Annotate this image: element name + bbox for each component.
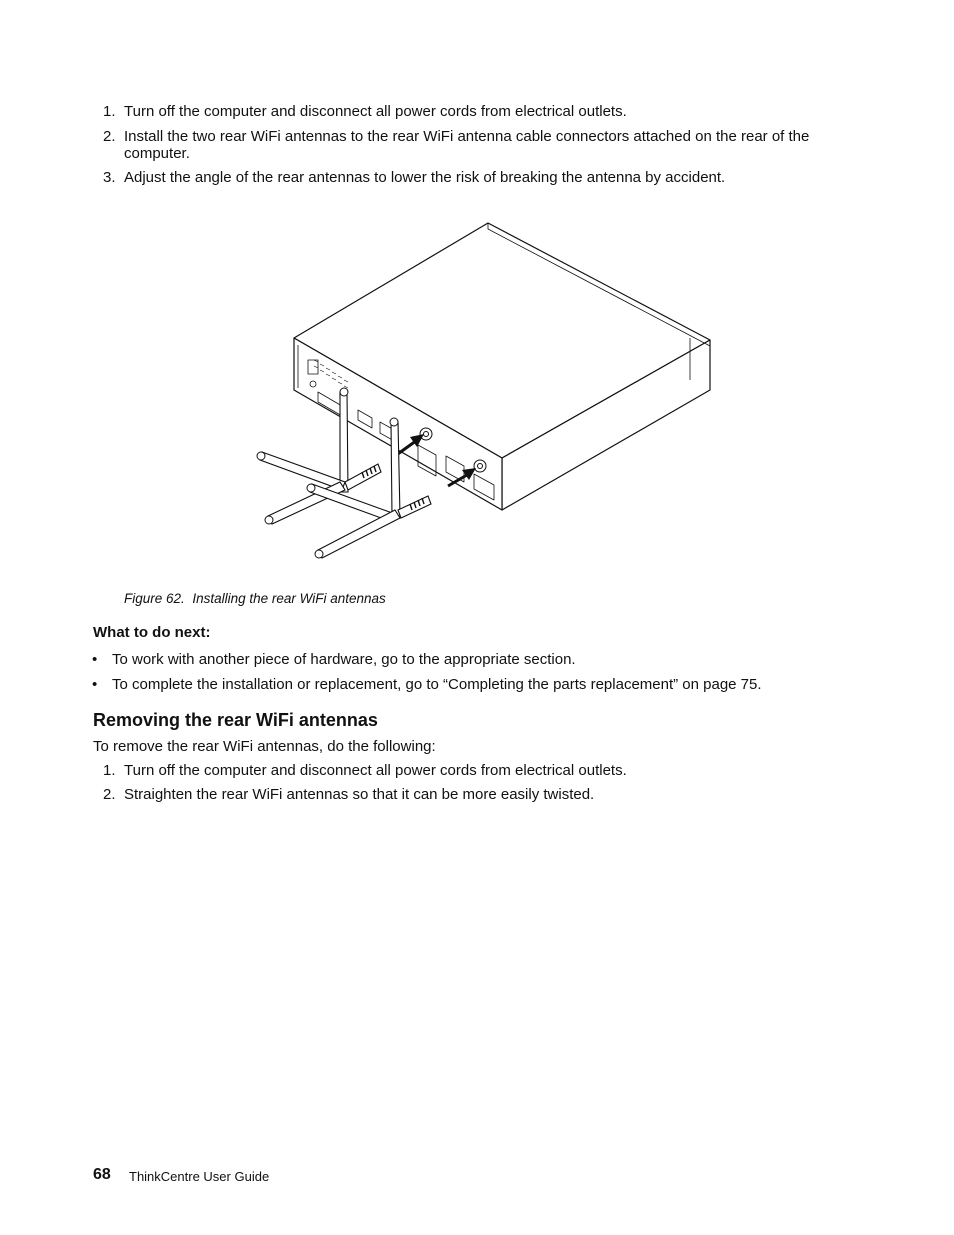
next-heading: What to do next: — [93, 624, 211, 641]
bullet-dot: • — [92, 651, 98, 668]
figure-title: Installing the rear WiFi antennas — [192, 591, 386, 606]
step-text: Turn off the computer and disconnect all power cords from electrical outlets. — [124, 762, 627, 779]
bullet-dot: • — [92, 676, 98, 693]
wifi-antenna-illustration — [250, 220, 720, 570]
document-title: ThinkCentre User Guide — [129, 1169, 270, 1184]
step-number: 3. — [103, 169, 116, 186]
bullet-text: To complete the installation or replacement, go to “Completing the parts replacement” on page 75. — [112, 676, 762, 693]
figure-caption — [124, 590, 386, 607]
step-text: Install the two rear WiFi antennas to the rear WiFi antenna cable connectors attached on the rear of the computer. — [124, 128, 810, 162]
bullet-text: To work with another piece of hardware, go to the appropriate section. — [112, 651, 576, 668]
step-number: 1. — [103, 103, 116, 120]
step-number: 1. — [103, 762, 116, 779]
step-text: Adjust the angle of the rear antennas to lower the risk of breaking the antenna by accident. — [124, 169, 726, 186]
step-number: 2. — [103, 128, 116, 145]
section-intro: To remove the rear WiFi antennas, do the following: — [93, 738, 436, 755]
step-number: 2. — [103, 786, 116, 803]
figure-number: Figure 62. — [124, 591, 185, 606]
step-text: Turn off the computer and disconnect all power cords from electrical outlets. — [124, 103, 627, 120]
step-text: Straighten the rear WiFi antennas so that it can be more easily twisted. — [124, 786, 595, 803]
section-heading: Removing the rear WiFi antennas — [93, 710, 378, 730]
page-number: 68 — [93, 1166, 111, 1183]
